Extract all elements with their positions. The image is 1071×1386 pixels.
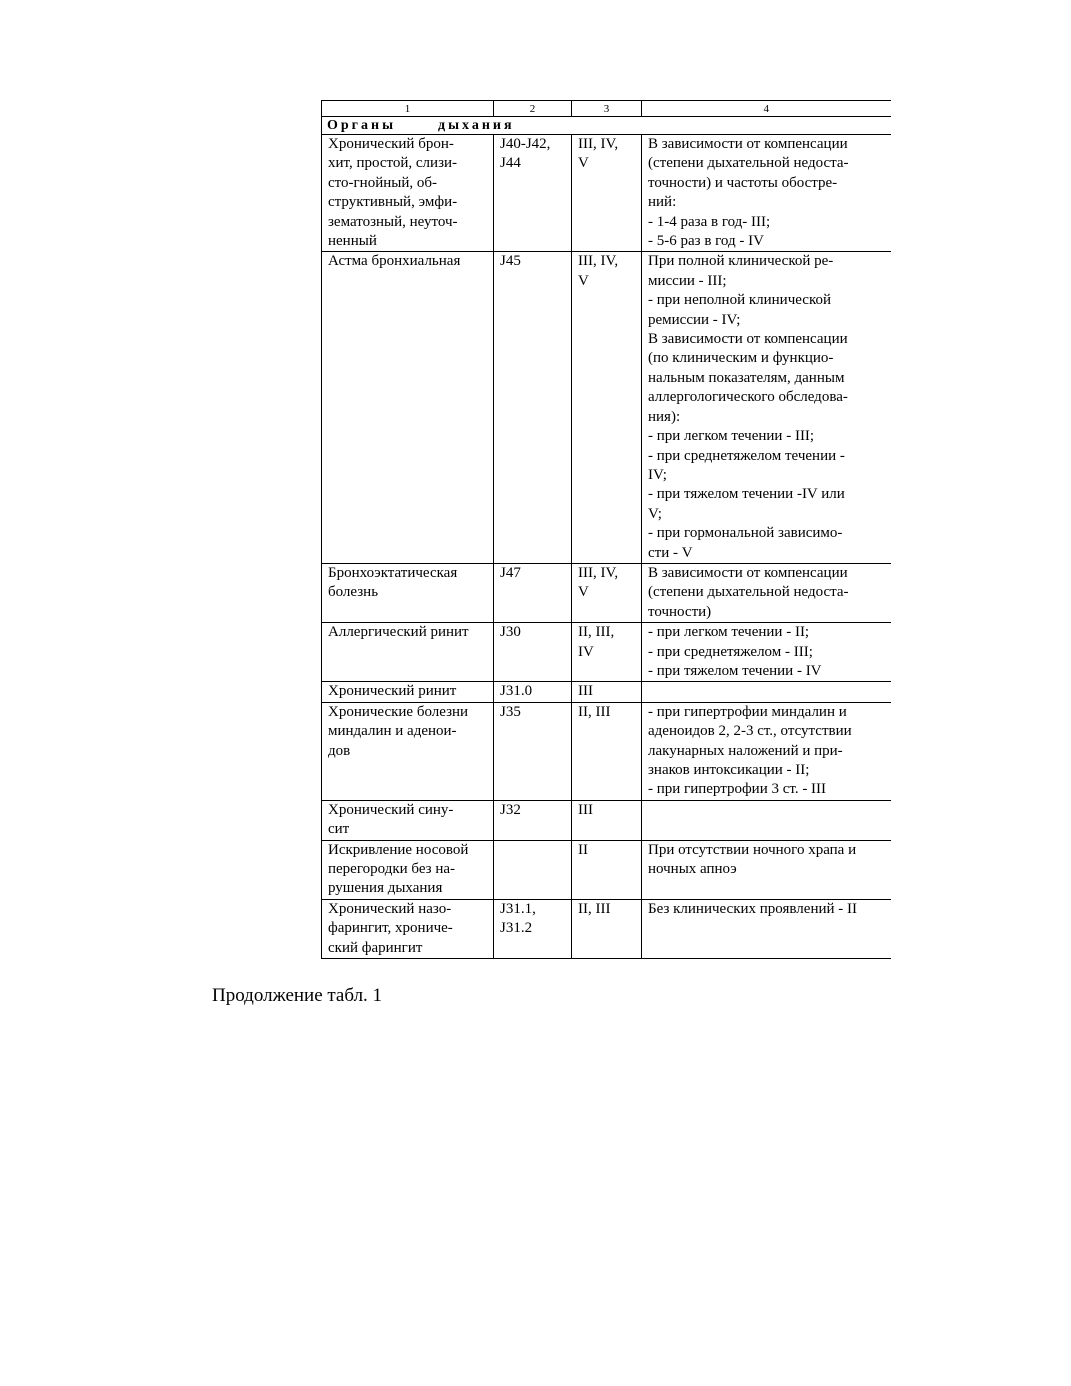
note (642, 682, 891, 702)
note: Без клинических проявлений - II (642, 899, 891, 958)
table-continuation-caption: Продолжение табл. 1 (212, 985, 383, 1006)
icd-code: J47 (494, 563, 572, 622)
note (642, 800, 891, 840)
table-row (322, 623, 891, 682)
note: - при гипертрофии миндалин и аденоидов 2, 2-3 ст., отсутствии лакунарных наложений и при- знаков интоксикации - II; - при гипертрофии 3 ст. - III (642, 702, 891, 800)
table-row (322, 800, 891, 840)
icd-code (494, 840, 572, 899)
group: II, III, IV (572, 623, 642, 682)
section-word-2: дыхания (438, 118, 515, 133)
table-row (322, 840, 891, 899)
header-row (322, 101, 891, 117)
table-row (322, 252, 891, 564)
header-cell-1: 1 (322, 101, 494, 117)
icd-code: J45 (494, 252, 572, 564)
header-cell-3: 3 (572, 101, 642, 117)
disease-table (321, 100, 891, 959)
note: При полной клинической ре- миссии - III; - при неполной клинической ремиссии - IV; В зависимости от компенсации (по клиническим и функцио- нальным показателям, данным аллергологического обследова- ния): - при легком течении - III; - при среднетяжелом течении - IV; - при тяжелом течении -IV или V; - при гормональной зависимо- сти - V (642, 252, 891, 564)
disease-table-container (321, 100, 890, 959)
group: III (572, 682, 642, 702)
group: II (572, 840, 642, 899)
disease-name: Хронические болезни миндалин и аденои- дов (322, 702, 494, 800)
disease-name: Бронхоэктатическая болезнь (322, 563, 494, 622)
group: II, III (572, 899, 642, 958)
disease-name: Астма бронхиальная (322, 252, 494, 564)
table-row (322, 135, 891, 252)
table-row (322, 563, 891, 622)
section-row (322, 117, 891, 135)
table-row (322, 682, 891, 702)
icd-code: J40-J42, J44 (494, 135, 572, 252)
icd-code: J31.1, J31.2 (494, 899, 572, 958)
icd-code: J35 (494, 702, 572, 800)
group: III (572, 800, 642, 840)
header-cell-2: 2 (494, 101, 572, 117)
group: II, III (572, 702, 642, 800)
disease-name: Искривление носовой перегородки без на- рушения дыхания (322, 840, 494, 899)
table-row (322, 899, 891, 958)
section-title (322, 117, 891, 135)
disease-name: Хронический брон- хит, простой, слизи- сто-гнойный, об- структивный, эмфи- зематозный, неуточ- ненный (322, 135, 494, 252)
group: III, IV, V (572, 563, 642, 622)
note: В зависимости от компенсации (степени дыхательной недоста- точности) и частоты обостре- ний: - 1-4 раза в год- III; - 5-6 раз в год - IV (642, 135, 891, 252)
disease-name: Хронический сину- сит (322, 800, 494, 840)
note: При отсутствии ночного храпа и ночных апноэ (642, 840, 891, 899)
note: В зависимости от компенсации (степени дыхательной недоста- точности) (642, 563, 891, 622)
disease-name: Хронический ринит (322, 682, 494, 702)
group: III, IV, V (572, 135, 642, 252)
disease-name: Хронический назо- фарингит, хрониче- ский фарингит (322, 899, 494, 958)
icd-code: J32 (494, 800, 572, 840)
section-word-1: Органы (327, 118, 397, 133)
header-cell-4: 4 (642, 101, 891, 117)
table-row (322, 702, 891, 800)
group: III, IV, V (572, 252, 642, 564)
disease-name: Аллергический ринит (322, 623, 494, 682)
icd-code: J30 (494, 623, 572, 682)
icd-code: J31.0 (494, 682, 572, 702)
note: - при легком течении - II; - при среднетяжелом - III; - при тяжелом течении - IV (642, 623, 891, 682)
